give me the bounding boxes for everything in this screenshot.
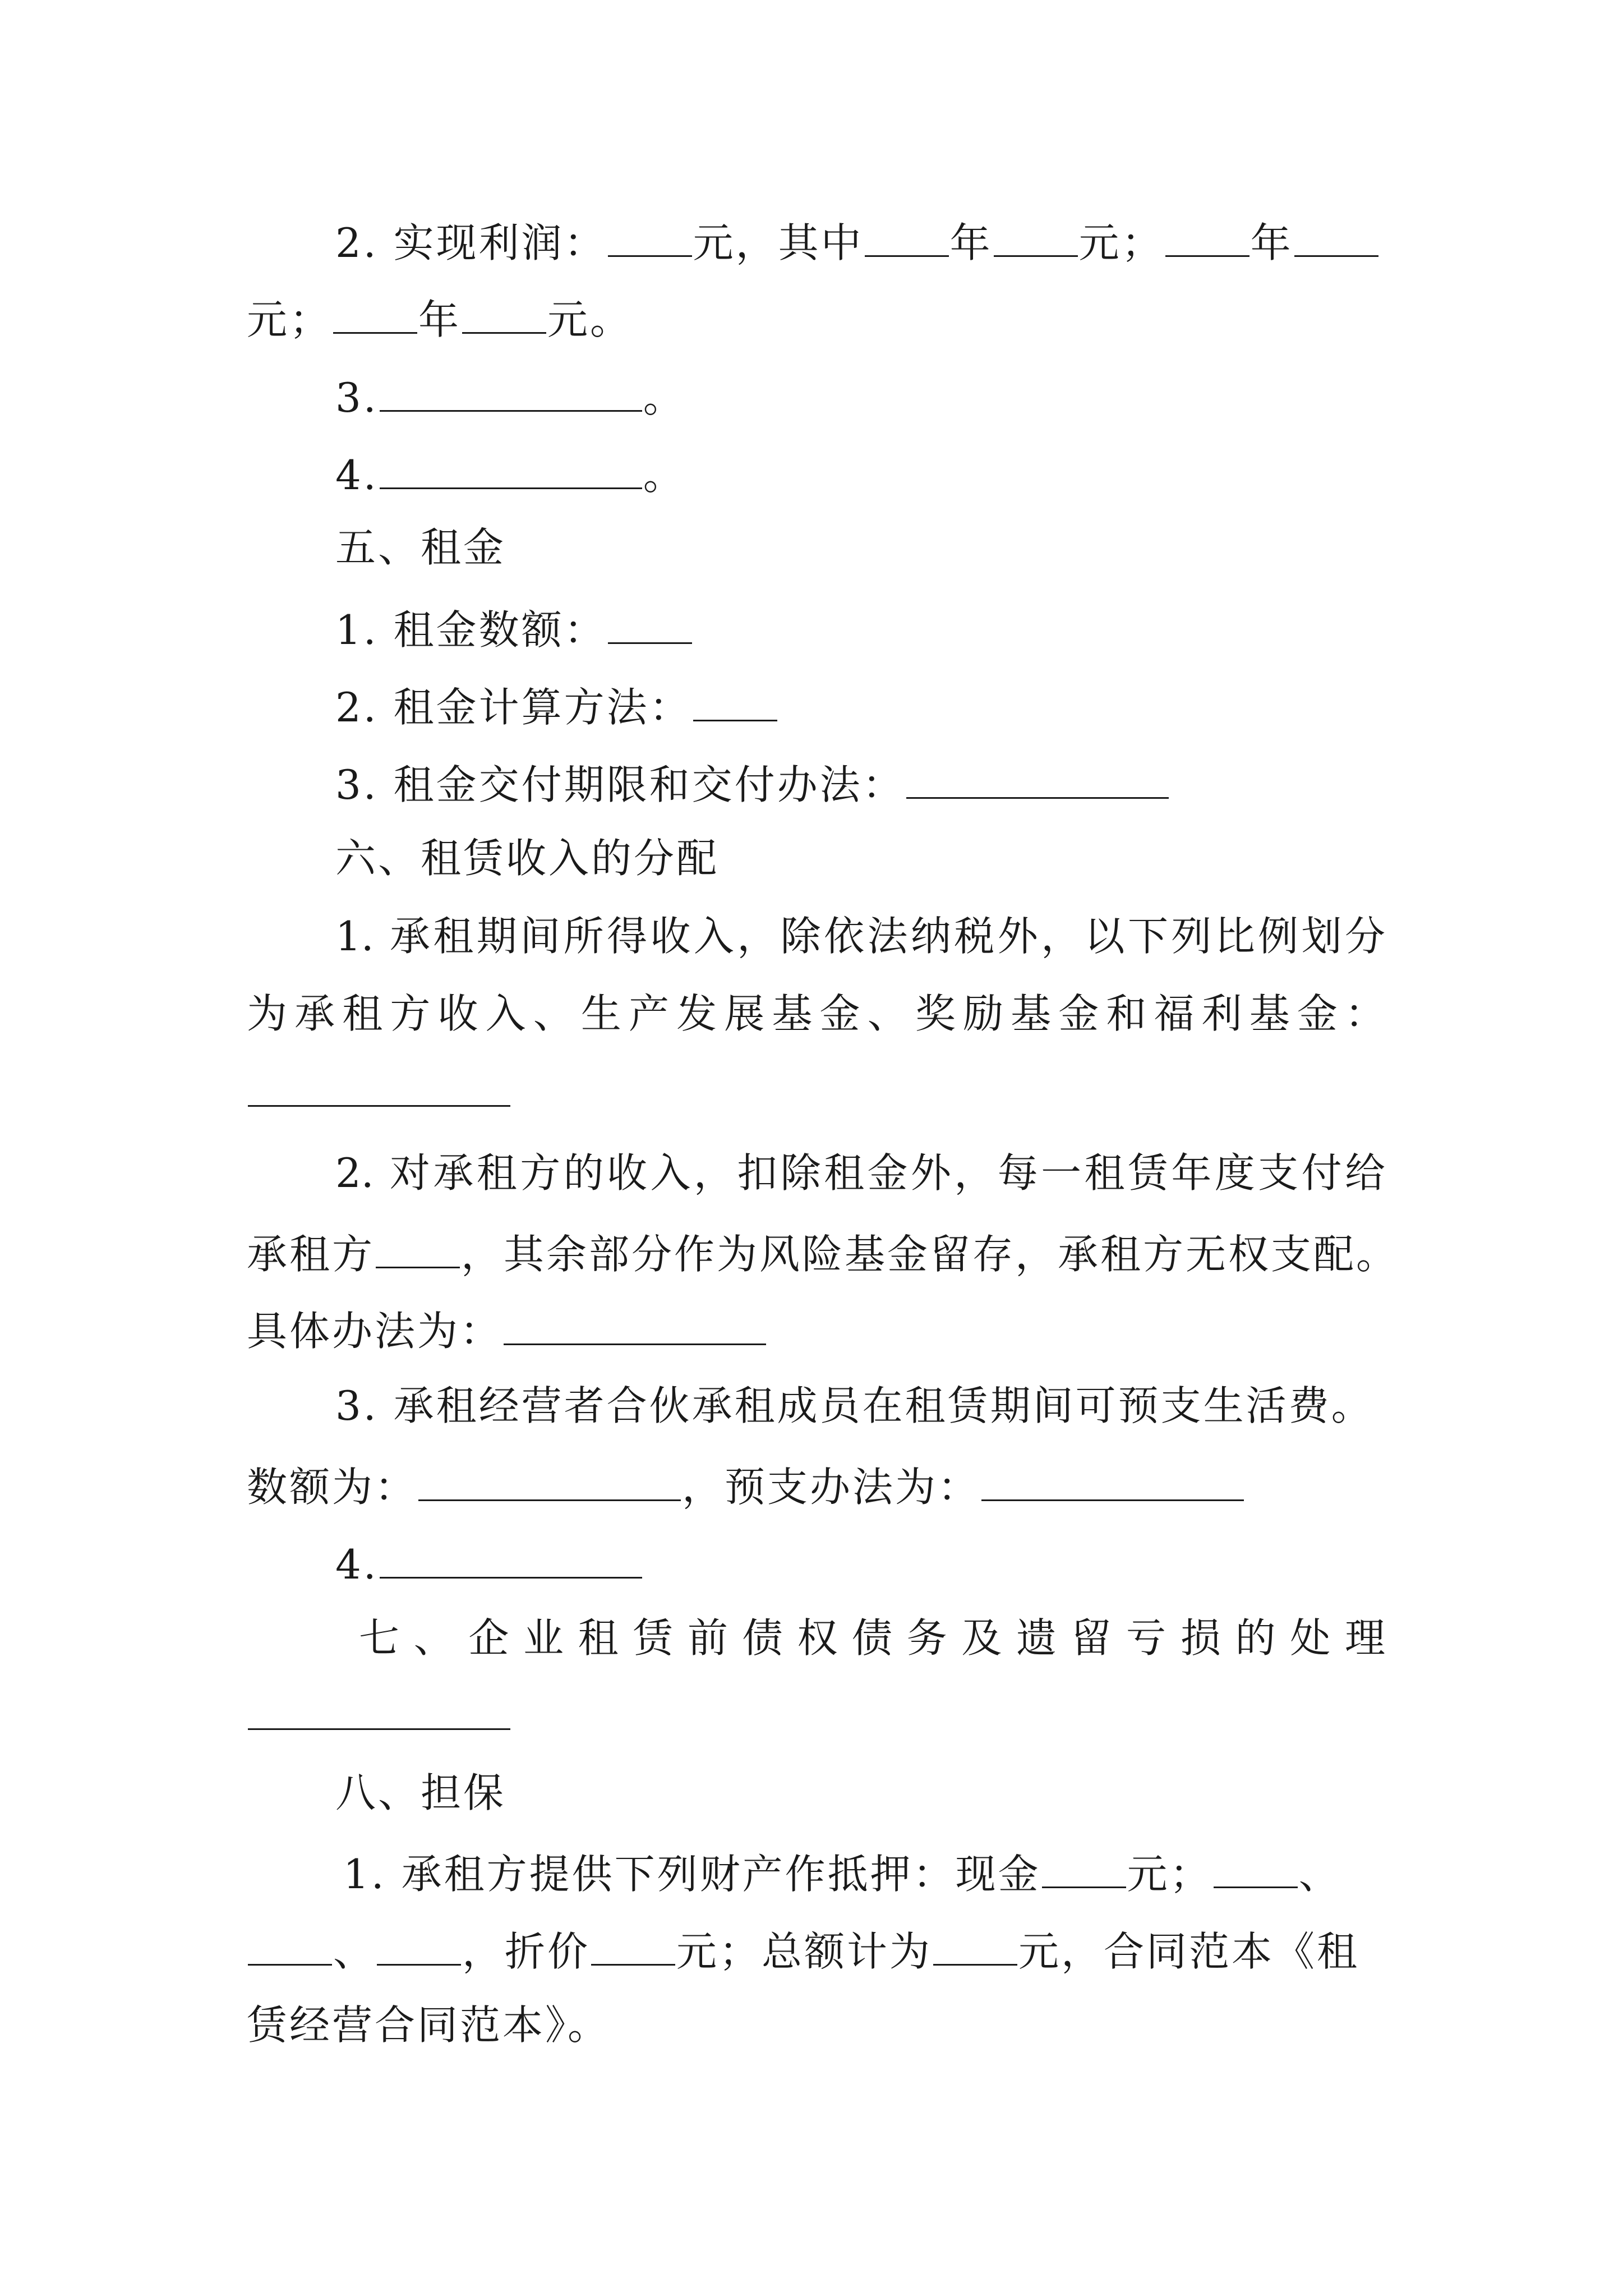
text: 3. 承租经营者合伙承租成员在租赁期间可预支生活费。 bbox=[335, 1382, 1374, 1429]
blank bbox=[376, 1230, 460, 1268]
heading: 六、租赁收入的分配 bbox=[335, 835, 720, 882]
s8-line1 bbox=[343, 1850, 1385, 1898]
profit-label: 2. 实现利润： bbox=[335, 219, 607, 266]
s6-item1-line2 bbox=[247, 990, 1385, 1037]
blank bbox=[1214, 1850, 1298, 1888]
text: 元； bbox=[1127, 1850, 1212, 1898]
blank bbox=[504, 1307, 766, 1345]
text: ，预支办法为： bbox=[682, 1463, 981, 1511]
s6-item1-line1 bbox=[335, 913, 1385, 960]
text: 元，合同范本《租 bbox=[1018, 1927, 1360, 1975]
blank bbox=[333, 296, 417, 334]
text: 元；总额计为 bbox=[676, 1927, 933, 1975]
text: 元； bbox=[247, 296, 333, 343]
s6-item4-line bbox=[335, 1540, 1385, 1588]
blank bbox=[248, 1927, 332, 1966]
text: 2. 租金计算方法： bbox=[335, 683, 692, 731]
blank bbox=[377, 1927, 461, 1966]
heading: 八、担保 bbox=[335, 1769, 506, 1816]
blank bbox=[248, 1692, 510, 1730]
blank bbox=[693, 683, 777, 721]
text: 。 bbox=[643, 374, 686, 421]
text: ，折价 bbox=[462, 1927, 591, 1975]
item-3-line bbox=[335, 374, 1385, 421]
section-7-blank-line bbox=[247, 1692, 1385, 1736]
text: 、 bbox=[1298, 1850, 1341, 1898]
s6-item3-line2 bbox=[247, 1463, 1385, 1511]
text: 3. 租金交付期限和交付办法： bbox=[335, 761, 905, 808]
blank bbox=[865, 219, 949, 257]
text: 2. 对承租方的收入，扣除租金外，每一租赁年度支付给 bbox=[335, 1149, 1385, 1197]
text: 。 bbox=[643, 451, 686, 499]
text: 元； bbox=[1078, 219, 1164, 266]
blank bbox=[1165, 219, 1249, 257]
blank bbox=[1294, 219, 1378, 257]
text: 年 bbox=[1250, 219, 1293, 266]
blank bbox=[933, 1927, 1017, 1966]
s6-item2-line1 bbox=[335, 1149, 1385, 1197]
text: 1. 承租方提供下列财产作抵押：现金 bbox=[343, 1850, 1041, 1898]
blank bbox=[981, 1463, 1244, 1501]
text: 赁经营合同范本》。 bbox=[247, 2001, 611, 2049]
blank bbox=[608, 606, 692, 644]
heading: 七、企业租赁前债权债务及遗留亏损的处理 bbox=[359, 1614, 1385, 1662]
text: 元，其中 bbox=[693, 219, 864, 266]
s6-item3-line1 bbox=[335, 1382, 1385, 1429]
section-5-heading bbox=[335, 524, 1385, 571]
text: 1. 租金数额： bbox=[335, 606, 607, 654]
section-8-heading bbox=[335, 1769, 1385, 1816]
blank bbox=[906, 761, 1169, 799]
item-4-line bbox=[335, 451, 1385, 499]
blank bbox=[462, 296, 546, 334]
heading: 五、租金 bbox=[335, 524, 506, 571]
text: 承租方 bbox=[247, 1230, 375, 1278]
blank bbox=[418, 1463, 681, 1501]
item-number: 4. bbox=[335, 451, 379, 499]
blank bbox=[591, 1927, 675, 1966]
s6-item2-line2 bbox=[247, 1230, 1399, 1278]
text: 年 bbox=[949, 219, 993, 266]
blank bbox=[248, 1069, 510, 1107]
rent-method-line bbox=[335, 683, 1385, 731]
rent-payment-line bbox=[335, 761, 1385, 808]
blank bbox=[380, 374, 642, 412]
blank bbox=[608, 219, 692, 257]
item-number: 4. bbox=[335, 1540, 379, 1588]
blank bbox=[380, 1540, 642, 1579]
s8-line2 bbox=[247, 1927, 1385, 1975]
text: 年 bbox=[418, 296, 462, 343]
item-number: 3. bbox=[335, 374, 379, 421]
text: 元。 bbox=[547, 296, 633, 343]
section-6-heading bbox=[335, 835, 1385, 882]
s6-item1-line3 bbox=[247, 1069, 1385, 1113]
s8-line3 bbox=[247, 2001, 1385, 2049]
blank bbox=[994, 219, 1078, 257]
text: 1. 承租期间所得收入，除依法纳税外，以下列比例划分 bbox=[335, 913, 1385, 960]
profit-line-1 bbox=[335, 219, 1385, 266]
text: 具体办法为： bbox=[247, 1307, 503, 1355]
text: 数额为： bbox=[247, 1463, 418, 1511]
text: ，其余部分作为风险基金留存，承租方无权支配。 bbox=[461, 1230, 1399, 1278]
text: 、 bbox=[333, 1927, 376, 1975]
blank bbox=[380, 451, 642, 489]
blank bbox=[1042, 1850, 1126, 1888]
rent-amount-line bbox=[335, 606, 1385, 654]
s6-item2-line3 bbox=[247, 1307, 1385, 1355]
profit-line-2 bbox=[247, 296, 1385, 343]
section-7-heading bbox=[359, 1614, 1385, 1662]
text: 为承租方收入、生产发展基金、奖励基金和福利基金： bbox=[247, 990, 1385, 1037]
